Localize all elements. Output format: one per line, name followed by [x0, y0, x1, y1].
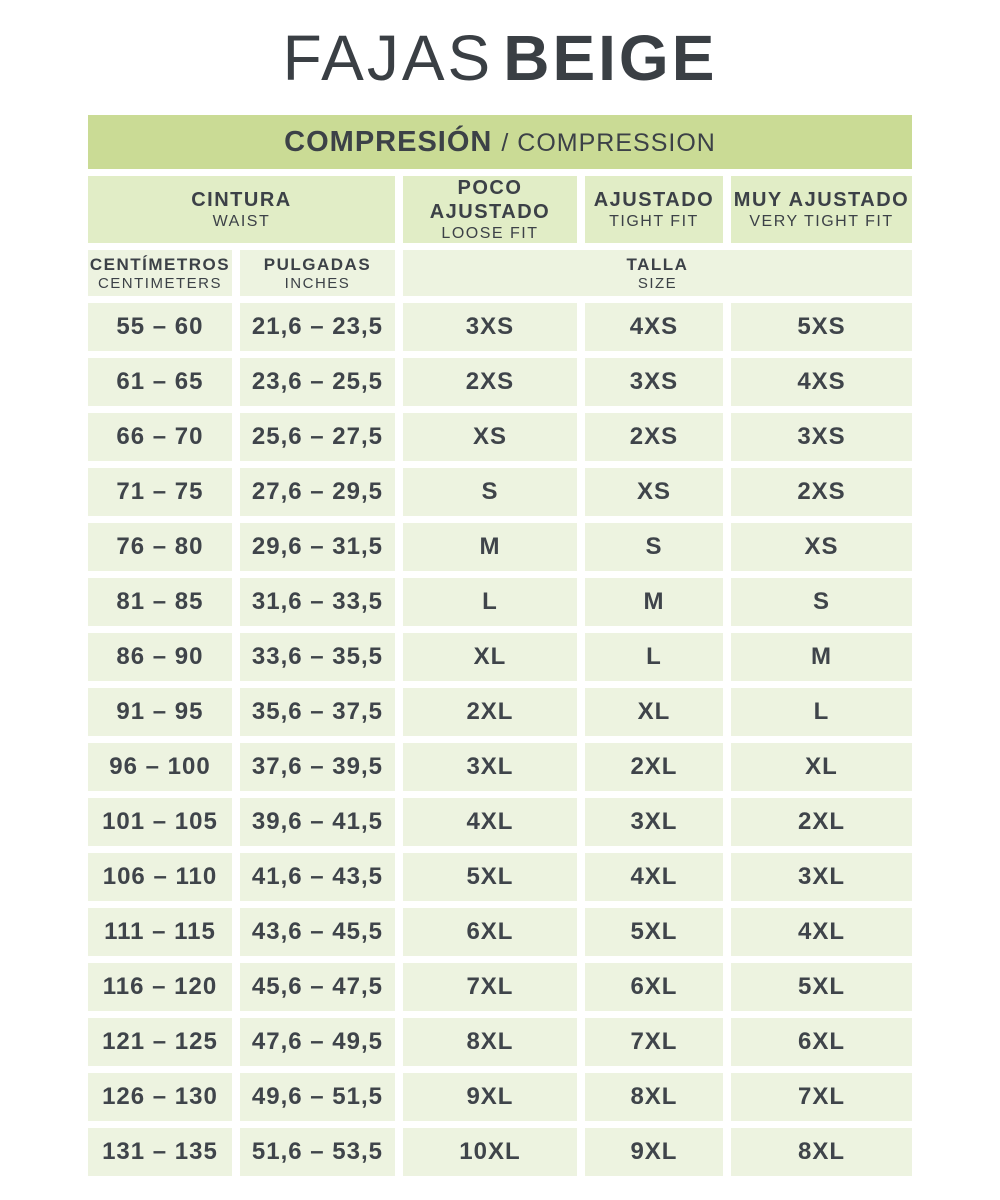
loose-fit-size-cell: M	[403, 523, 577, 571]
size-rows	[88, 303, 912, 1176]
table-row	[88, 578, 912, 626]
cm-range-cell: 131 – 135	[88, 1128, 232, 1176]
table-row	[88, 1073, 912, 1121]
waist-label-en: WAIST	[212, 213, 271, 230]
inches-range-cell: 35,6 – 37,5	[240, 688, 395, 736]
compression-label-en: / COMPRESSION	[501, 128, 716, 157]
very-tight-fit-size-cell: 6XL	[731, 1018, 912, 1066]
waist-label-es: CINTURA	[191, 189, 292, 211]
loose-fit-label-es: POCO AJUSTADO	[429, 177, 551, 223]
inches-range-cell: 49,6 – 51,5	[240, 1073, 395, 1121]
table-row	[88, 303, 912, 351]
loose-fit-size-cell: L	[403, 578, 577, 626]
loose-fit-label-en: LOOSE FIT	[441, 225, 539, 242]
cm-range-cell: 106 – 110	[88, 853, 232, 901]
table-row	[88, 1128, 912, 1176]
very-tight-fit-label-es: MUY AJUSTADO	[733, 189, 910, 211]
inches-range-cell: 47,6 – 49,5	[240, 1018, 395, 1066]
loose-fit-size-cell: 4XL	[403, 798, 577, 846]
loose-fit-size-cell: 8XL	[403, 1018, 577, 1066]
loose-fit-size-cell: XL	[403, 633, 577, 681]
page-title	[0, 0, 1000, 108]
inches-range-cell: 21,6 – 23,5	[240, 303, 395, 351]
very-tight-fit-size-cell: S	[731, 578, 912, 626]
table-row	[88, 358, 912, 406]
cm-range-cell: 121 – 125	[88, 1018, 232, 1066]
cm-range-cell: 126 – 130	[88, 1073, 232, 1121]
table-row	[88, 743, 912, 791]
inches-range-cell: 39,6 – 41,5	[240, 798, 395, 846]
very-tight-fit-size-cell: M	[731, 633, 912, 681]
tight-fit-size-cell: 4XL	[585, 853, 723, 901]
table-row	[88, 798, 912, 846]
loose-fit-size-cell: 3XS	[403, 303, 577, 351]
loose-fit-size-cell: 7XL	[403, 963, 577, 1011]
tight-fit-size-cell: 4XS	[585, 303, 723, 351]
inches-label-en: INCHES	[284, 274, 351, 292]
tight-fit-size-cell: 6XL	[585, 963, 723, 1011]
tight-fit-size-cell: 8XL	[585, 1073, 723, 1121]
cm-range-cell: 71 – 75	[88, 468, 232, 516]
tight-fit-size-cell: XL	[585, 688, 723, 736]
tight-fit-size-cell: 3XS	[585, 358, 723, 406]
loose-fit-size-cell: 6XL	[403, 908, 577, 956]
size-label-es: TALLA	[626, 254, 689, 274]
title-brand: FAJAS	[282, 22, 494, 94]
very-tight-fit-size-cell: 2XL	[731, 798, 912, 846]
cm-range-cell: 96 – 100	[88, 743, 232, 791]
loose-fit-size-cell: 2XL	[403, 688, 577, 736]
inches-label-es: PULGADAS	[263, 254, 372, 274]
very-tight-fit-size-cell: 3XL	[731, 853, 912, 901]
very-tight-fit-size-cell: 5XL	[731, 963, 912, 1011]
tight-fit-size-cell: L	[585, 633, 723, 681]
table-row	[88, 688, 912, 736]
tight-fit-size-cell: 7XL	[585, 1018, 723, 1066]
size-chart-table	[80, 108, 920, 1183]
inches-range-cell: 23,6 – 25,5	[240, 358, 395, 406]
table-row	[88, 523, 912, 571]
inches-range-cell: 37,6 – 39,5	[240, 743, 395, 791]
table-row	[88, 1018, 912, 1066]
centimeters-label-en: CENTIMETERS	[97, 274, 222, 292]
inches-range-cell: 27,6 – 29,5	[240, 468, 395, 516]
table-row	[88, 853, 912, 901]
cm-range-cell: 76 – 80	[88, 523, 232, 571]
compression-banner	[88, 115, 912, 169]
cm-range-cell: 116 – 120	[88, 963, 232, 1011]
loose-fit-header	[403, 176, 577, 243]
very-tight-fit-label-en: VERY TIGHT FIT	[749, 213, 894, 230]
very-tight-fit-size-cell: 4XL	[731, 908, 912, 956]
loose-fit-size-cell: 5XL	[403, 853, 577, 901]
tight-fit-size-cell: XS	[585, 468, 723, 516]
very-tight-fit-size-cell: 7XL	[731, 1073, 912, 1121]
size-header	[403, 250, 912, 296]
table-row	[88, 633, 912, 681]
inches-header	[240, 250, 395, 296]
cm-range-cell: 101 – 105	[88, 798, 232, 846]
waist-header	[88, 176, 395, 243]
loose-fit-size-cell: 9XL	[403, 1073, 577, 1121]
table-row	[88, 963, 912, 1011]
inches-range-cell: 25,6 – 27,5	[240, 413, 395, 461]
tight-fit-size-cell: M	[585, 578, 723, 626]
loose-fit-size-cell: 10XL	[403, 1128, 577, 1176]
very-tight-fit-size-cell: XL	[731, 743, 912, 791]
fit-header-row	[88, 176, 912, 243]
tight-fit-label-es: AJUSTADO	[593, 189, 715, 211]
tight-fit-size-cell: 3XL	[585, 798, 723, 846]
cm-range-cell: 86 – 90	[88, 633, 232, 681]
inches-range-cell: 51,6 – 53,5	[240, 1128, 395, 1176]
table-row	[88, 413, 912, 461]
cm-range-cell: 55 – 60	[88, 303, 232, 351]
cm-range-cell: 81 – 85	[88, 578, 232, 626]
centimeters-label-es: CENTÍMETROS	[89, 254, 231, 274]
very-tight-fit-size-cell: 2XS	[731, 468, 912, 516]
tight-fit-size-cell: 9XL	[585, 1128, 723, 1176]
cm-range-cell: 61 – 65	[88, 358, 232, 406]
inches-range-cell: 43,6 – 45,5	[240, 908, 395, 956]
tight-fit-size-cell: S	[585, 523, 723, 571]
compression-label-es: COMPRESIÓN	[284, 125, 493, 158]
tight-fit-header	[585, 176, 723, 243]
size-label-en: SIZE	[637, 274, 678, 292]
very-tight-fit-size-cell: XS	[731, 523, 912, 571]
very-tight-fit-header	[731, 176, 912, 243]
cm-range-cell: 111 – 115	[88, 908, 232, 956]
loose-fit-size-cell: XS	[403, 413, 577, 461]
compression-banner-row	[88, 115, 912, 169]
very-tight-fit-size-cell: 4XS	[731, 358, 912, 406]
units-header-row	[88, 250, 912, 296]
title-colorway: BEIGE	[503, 22, 718, 94]
centimeters-header	[88, 250, 232, 296]
very-tight-fit-size-cell: L	[731, 688, 912, 736]
table-row	[88, 908, 912, 956]
table-row	[88, 468, 912, 516]
inches-range-cell: 31,6 – 33,5	[240, 578, 395, 626]
inches-range-cell: 33,6 – 35,5	[240, 633, 395, 681]
tight-fit-size-cell: 2XS	[585, 413, 723, 461]
tight-fit-size-cell: 5XL	[585, 908, 723, 956]
loose-fit-size-cell: S	[403, 468, 577, 516]
cm-range-cell: 91 – 95	[88, 688, 232, 736]
very-tight-fit-size-cell: 8XL	[731, 1128, 912, 1176]
inches-range-cell: 29,6 – 31,5	[240, 523, 395, 571]
loose-fit-size-cell: 2XS	[403, 358, 577, 406]
inches-range-cell: 45,6 – 47,5	[240, 963, 395, 1011]
very-tight-fit-size-cell: 3XS	[731, 413, 912, 461]
very-tight-fit-size-cell: 5XS	[731, 303, 912, 351]
cm-range-cell: 66 – 70	[88, 413, 232, 461]
loose-fit-size-cell: 3XL	[403, 743, 577, 791]
tight-fit-size-cell: 2XL	[585, 743, 723, 791]
tight-fit-label-en: TIGHT FIT	[609, 213, 699, 230]
inches-range-cell: 41,6 – 43,5	[240, 853, 395, 901]
